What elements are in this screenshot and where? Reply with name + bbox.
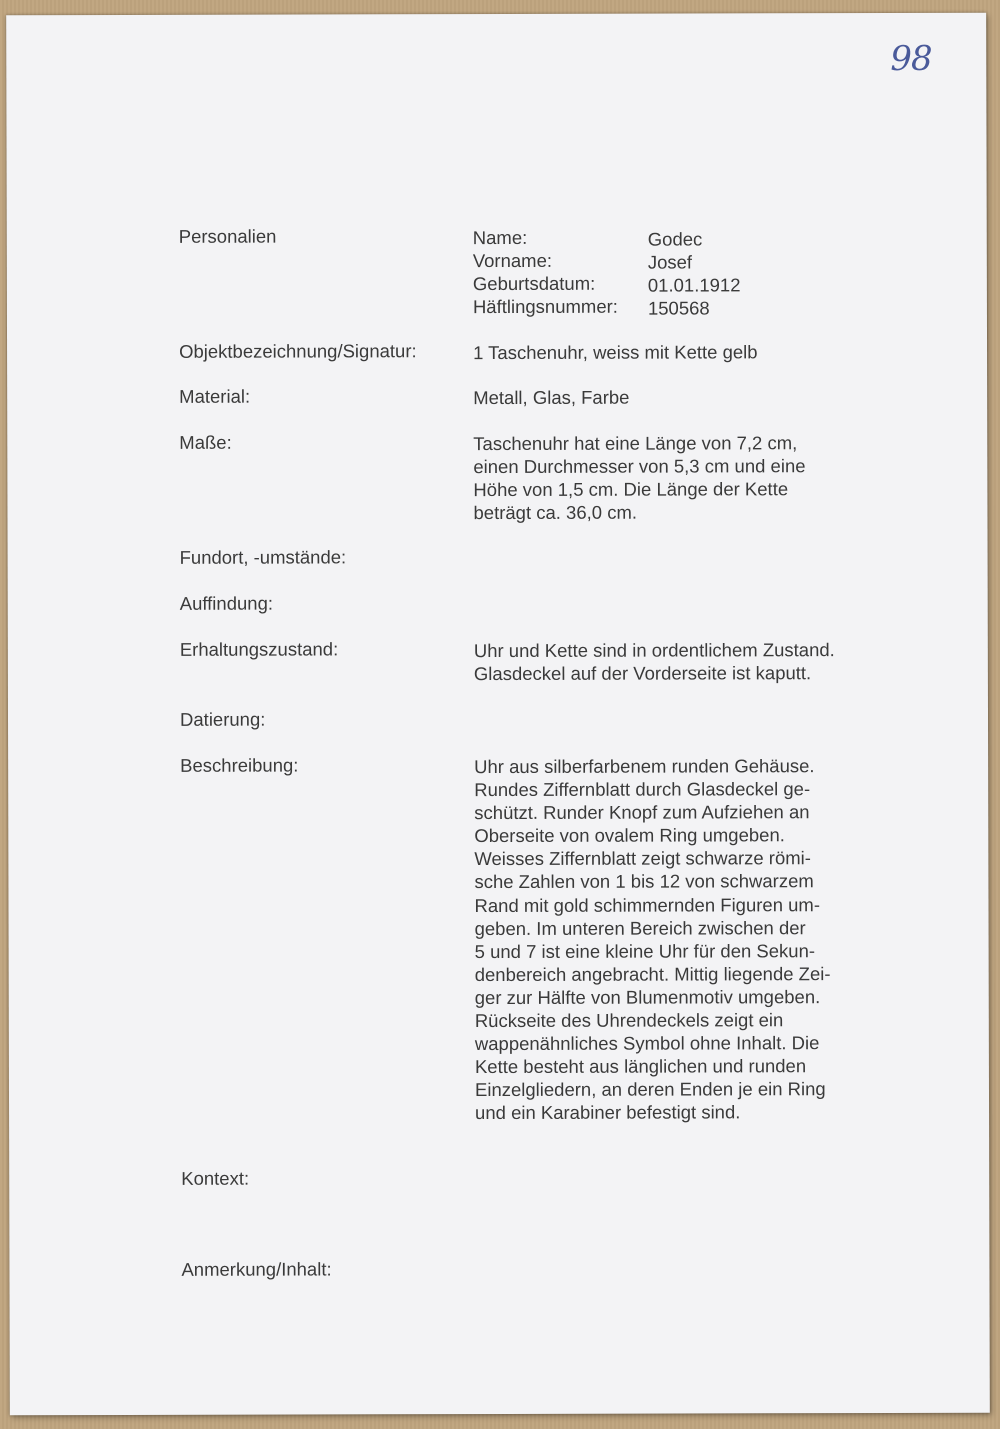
prisoner-number-value: 150568 bbox=[647, 297, 710, 319]
description-line: Oberseite von ovalem Ring umgeben. bbox=[474, 824, 785, 847]
description-line: sche Zahlen von 1 bis 12 von schwarzem bbox=[474, 870, 814, 893]
description-line: Einzelgliedern, an deren Enden je ein Ring bbox=[474, 1078, 826, 1101]
condition-line: Glasdeckel auf der Vorderseite ist kaputt. bbox=[473, 662, 812, 685]
object-label: Objektbezeichnung/Signatur: bbox=[179, 340, 417, 362]
find-location-label: Fundort, -umstände: bbox=[179, 546, 347, 568]
discovery-label: Auffindung: bbox=[179, 592, 274, 614]
dimensions-line: einen Durchmesser von 5,3 cm und eine bbox=[473, 455, 806, 478]
description-line: Rundes Ziffernblatt durch Glasdeckel ge- bbox=[474, 778, 811, 801]
document-sheet bbox=[6, 13, 990, 1416]
description-line: schützt. Runder Knopf zum Aufziehen an bbox=[474, 801, 810, 824]
description-line: Rand mit gold schimmernden Figuren um- bbox=[474, 893, 821, 916]
prisoner-number-label: Häftlingsnummer: bbox=[472, 295, 618, 318]
description-text bbox=[474, 754, 831, 1124]
first-name-value: Josef bbox=[647, 251, 693, 273]
dimensions-text bbox=[473, 431, 805, 524]
dimensions-line: Höhe von 1,5 cm. Die Länge der Kette bbox=[473, 478, 789, 501]
material-value: Metall, Glas, Farbe bbox=[473, 386, 630, 409]
description-line: wappenähnliches Symbol ohne Inhalt. Die bbox=[474, 1032, 820, 1055]
remark-label: Anmerkung/Inhalt: bbox=[181, 1258, 332, 1280]
dimensions-label: Maße: bbox=[179, 431, 232, 453]
first-name-label: Vorname: bbox=[472, 249, 553, 272]
description-line: Kette besteht aus länglichen und runden bbox=[474, 1055, 807, 1078]
description-line: Weisses Ziffernblatt zeigt schwarze römi- bbox=[474, 847, 811, 870]
context-label: Kontext: bbox=[181, 1167, 250, 1189]
description-line: denbereich angebracht. Mittig liegende Zei- bbox=[474, 962, 831, 985]
description-label: Beschreibung: bbox=[180, 754, 299, 776]
name-value: Godec bbox=[647, 228, 703, 250]
dimensions-line: Taschenuhr hat eine Länge von 7,2 cm, bbox=[473, 432, 798, 455]
description-line: Rückseite des Uhrendeckels zeigt ein bbox=[474, 1009, 784, 1032]
condition-label: Erhaltungszustand: bbox=[179, 638, 339, 660]
birth-date-value: 01.01.1912 bbox=[647, 274, 741, 296]
description-line: ger zur Hälfte von Blumenmotiv umgeben. bbox=[474, 986, 821, 1008]
birth-date-label: Geburtsdatum: bbox=[472, 272, 596, 295]
condition-line: Uhr und Kette sind in ordentlichem Zustand. bbox=[473, 639, 835, 662]
description-line: Uhr aus silberfarbenem runden Gehäuse. bbox=[474, 755, 815, 778]
name-label: Name: bbox=[472, 226, 528, 249]
material-label: Material: bbox=[179, 385, 251, 407]
personal-section-label: Personalien bbox=[178, 225, 277, 247]
condition-text bbox=[474, 638, 835, 685]
description-line: geben. Im unteren Bereich zwischen der bbox=[474, 916, 806, 939]
dating-label: Datierung: bbox=[179, 708, 266, 730]
description-line: und ein Karabiner befestigt sind. bbox=[475, 1101, 741, 1124]
dimensions-line: beträgt ca. 36,0 cm. bbox=[473, 501, 638, 524]
object-value: 1 Taschenuhr, weiss mit Kette gelb bbox=[473, 341, 758, 364]
handwritten-page-number: 98 bbox=[890, 38, 932, 79]
description-line: 5 und 7 ist eine kleine Uhr für den Sekun- bbox=[474, 939, 816, 962]
